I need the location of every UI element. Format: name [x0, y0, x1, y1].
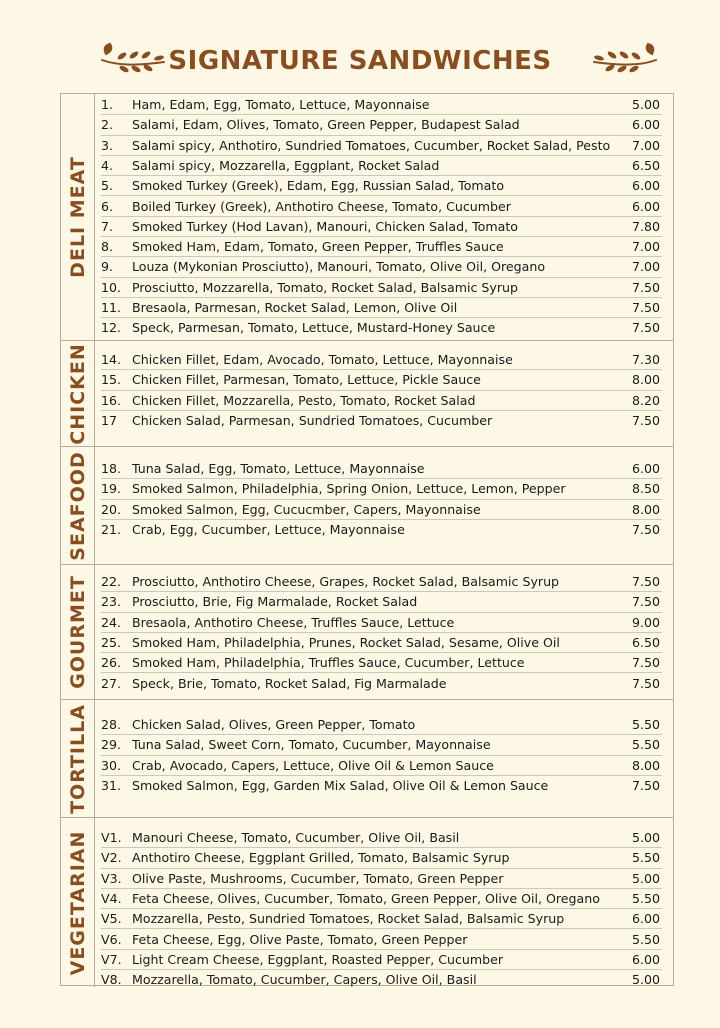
item-description: Mozzarella, Pesto, Sundried Tomatoes, Rocket Salad, Balsamic Syrup [132, 911, 565, 927]
item-price: 6.00 [631, 911, 660, 927]
item-description: Ham, Edam, Egg, Tomato, Lettuce, Mayonnaise [132, 97, 430, 112]
item-number: 11. [101, 300, 122, 315]
category-name: CHICKEN [66, 342, 89, 445]
item-price: 7.50 [631, 777, 660, 793]
item-number: V8. [101, 972, 122, 988]
item-price: 8.00 [631, 372, 660, 388]
menu-item [101, 278, 662, 298]
item-price: 8.20 [631, 392, 660, 408]
menu-item [101, 237, 662, 257]
item-number: 7. [101, 218, 114, 234]
item-description: Chicken Fillet, Edam, Avocado, Tomato, Lettuce, Mayonnaise [132, 352, 513, 367]
item-number: 4. [101, 157, 114, 173]
item-number: 22. [101, 574, 122, 589]
item-price: 5.00 [631, 972, 660, 988]
menu-item [101, 735, 662, 755]
category-label [61, 700, 95, 817]
item-description: Olive Paste, Mushrooms, Cucumber, Tomato, Green Pepper [132, 870, 504, 886]
item-price: 6.00 [631, 117, 660, 133]
category-label [61, 565, 95, 699]
menu-item [101, 889, 662, 909]
item-description: Bresaola, Anthotiro Cheese, Truffles Sauce, Lettuce [132, 614, 455, 630]
page-title: SIGNATURE SANDWICHES [168, 46, 552, 76]
item-number: 14. [101, 352, 122, 367]
item-description: Crab, Egg, Cucumber, Lettuce, Mayonnaise [132, 521, 405, 537]
item-price: 5.50 [631, 737, 660, 753]
item-price: 7.80 [631, 218, 660, 234]
category-label [61, 818, 95, 987]
item-price: 5.00 [631, 870, 660, 886]
item-number: V2. [101, 850, 122, 866]
item-description: Speck, Parmesan, Tomato, Lettuce, Mustard-Honey Sauce [132, 320, 496, 336]
item-number: V6. [101, 931, 122, 947]
item-number: 6. [101, 198, 114, 214]
menu-item [101, 350, 662, 370]
item-number: 17 [101, 412, 118, 428]
category-name: GOURMET [66, 575, 89, 689]
header [0, 38, 720, 88]
item-number: V1. [101, 830, 122, 845]
section-deli-meat [61, 94, 673, 340]
item-number: 18. [101, 461, 122, 476]
item-description: Chicken Salad, Parmesan, Sundried Tomatoes, Cucumber [132, 412, 493, 428]
item-description: Salami spicy, Anthotiro, Sundried Tomatoes, Cucumber, Rocket Salad, Pesto [132, 137, 611, 153]
item-description: Smoked Turkey (Greek), Edam, Egg, Russian Salad, Tomato [132, 178, 505, 194]
item-description: Light Cream Cheese, Eggplant, Roasted Pepper, Cucumber [132, 951, 504, 967]
item-price: 7.00 [631, 239, 660, 255]
item-description: Bresaola, Parmesan, Rocket Salad, Lemon, Olive Oil [132, 300, 458, 315]
menu-item [101, 95, 662, 115]
item-number: 10. [101, 279, 122, 295]
section-vegetarian [61, 817, 673, 987]
menu-item [101, 459, 662, 479]
item-description: Tuna Salad, Egg, Tomato, Lettuce, Mayonnaise [132, 461, 425, 476]
item-price: 7.00 [631, 259, 660, 275]
menu-item [101, 715, 662, 735]
item-description: Boiled Turkey (Greek), Anthotiro Cheese, Tomato, Cucumber [132, 198, 511, 214]
menu-item [101, 909, 662, 929]
item-price: 6.50 [631, 634, 660, 650]
item-number: 28. [101, 717, 122, 732]
item-number: 9. [101, 259, 114, 275]
item-price: 5.00 [631, 830, 660, 845]
menu-item [101, 257, 662, 277]
item-price: 7.30 [631, 352, 660, 367]
category-label [61, 94, 95, 340]
item-price: 7.50 [631, 320, 660, 336]
category-name: TORTILLA [66, 703, 89, 814]
item-price: 7.50 [631, 300, 660, 315]
item-number: 27. [101, 675, 122, 691]
menu-item [101, 674, 662, 694]
item-number: 15. [101, 372, 122, 388]
item-price: 7.50 [631, 521, 660, 537]
item-number: 26. [101, 655, 122, 671]
menu-item [101, 298, 662, 318]
category-label [61, 447, 95, 564]
item-description: Tuna Salad, Sweet Corn, Tomato, Cucumber, Mayonnaise [132, 737, 491, 753]
menu-item [101, 613, 662, 633]
item-description: Smoked Salmon, Philadelphia, Spring Onion, Lettuce, Lemon, Pepper [132, 481, 566, 497]
menu-item [101, 176, 662, 196]
item-price: 7.50 [631, 574, 660, 589]
item-description: Smoked Salmon, Egg, Garden Mix Salad, Olive Oil & Lemon Sauce [132, 777, 549, 793]
item-number: 8. [101, 239, 114, 255]
item-description: Smoked Ham, Edam, Tomato, Green Pepper, Truffles Sauce [132, 239, 504, 255]
menu-item [101, 479, 662, 499]
item-number: 21. [101, 521, 122, 537]
menu-item [101, 592, 662, 612]
menu-table [60, 93, 674, 986]
item-description: Salami, Edam, Olives, Tomato, Green Pepper, Budapest Salad [132, 117, 520, 133]
item-description: Smoked Ham, Philadelphia, Prunes, Rocket Salad, Sesame, Olive Oil [132, 634, 560, 650]
section-chicken [61, 340, 673, 446]
menu-item [101, 930, 662, 950]
menu-item [101, 197, 662, 217]
menu-item [101, 115, 662, 135]
menu-item [101, 828, 662, 848]
menu-item [101, 869, 662, 889]
item-price: 7.50 [631, 594, 660, 610]
item-description: Prosciutto, Brie, Fig Marmalade, Rocket Salad [132, 594, 418, 610]
item-description: Prosciutto, Anthotiro Cheese, Grapes, Rocket Salad, Balsamic Syrup [132, 574, 560, 589]
item-price: 7.50 [631, 412, 660, 428]
menu-item [101, 391, 662, 411]
item-description: Speck, Brie, Tomato, Rocket Salad, Fig Marmalade [132, 675, 447, 691]
section-tortilla [61, 699, 673, 817]
item-number: 24. [101, 614, 122, 630]
menu-item [101, 520, 662, 540]
item-description: Salami spicy, Mozzarella, Eggplant, Rocket Salad [132, 157, 440, 173]
menu-item [101, 653, 662, 673]
item-description: Crab, Avocado, Capers, Lettuce, Olive Oil & Lemon Sauce [132, 757, 494, 773]
menu-item [101, 217, 662, 237]
item-price: 7.50 [631, 675, 660, 691]
item-price: 7.50 [631, 655, 660, 671]
item-price: 5.00 [631, 97, 660, 112]
menu-item [101, 950, 662, 970]
menu-item [101, 970, 662, 990]
item-number: 29. [101, 737, 122, 753]
item-price: 9.00 [631, 614, 660, 630]
item-price: 7.00 [631, 137, 660, 153]
item-description: Anthotiro Cheese, Eggplant Grilled, Tomato, Balsamic Syrup [132, 850, 510, 866]
menu-item [101, 572, 662, 592]
item-number: 19. [101, 481, 122, 497]
item-description: Smoked Turkey (Hod Lavan), Manouri, Chicken Salad, Tomato [132, 218, 518, 234]
item-description: Chicken Fillet, Parmesan, Tomato, Lettuce, Pickle Sauce [132, 372, 481, 388]
item-number: 16. [101, 392, 122, 408]
item-description: Feta Cheese, Egg, Olive Paste, Tomato, Green Pepper [132, 931, 468, 947]
item-price: 5.50 [631, 850, 660, 866]
item-description: Chicken Fillet, Mozzarella, Pesto, Tomato, Rocket Salad [132, 392, 476, 408]
item-price: 8.50 [631, 481, 660, 497]
item-number: 5. [101, 178, 114, 194]
item-description: Louza (Mykonian Prosciutto), Manouri, Tomato, Olive Oil, Oregano [132, 259, 546, 275]
item-description: Feta Cheese, Olives, Cucumber, Tomato, Green Pepper, Olive Oil, Oregano [132, 890, 600, 906]
menu-item [101, 633, 662, 653]
menu-item [101, 756, 662, 776]
category-name: SEAFOOD [66, 450, 89, 561]
item-price: 8.00 [631, 501, 660, 517]
item-number: 2. [101, 117, 114, 133]
menu-item [101, 500, 662, 520]
section-gourmet [61, 564, 673, 699]
menu-item [101, 156, 662, 176]
item-description: Mozzarella, Tomato, Cucumber, Capers, Olive Oil, Basil [132, 972, 477, 988]
item-number: 1. [101, 97, 114, 112]
laurel-right-icon [590, 40, 660, 74]
item-number: 25. [101, 634, 122, 650]
category-name: VEGETARIAN [66, 830, 89, 975]
item-number: V3. [101, 870, 122, 886]
item-number: V4. [101, 890, 122, 906]
item-price: 5.50 [631, 931, 660, 947]
item-number: 31. [101, 777, 122, 793]
item-number: V7. [101, 951, 122, 967]
category-name: DELI MEAT [66, 156, 89, 278]
menu-item [101, 848, 662, 868]
item-price: 6.00 [631, 461, 660, 476]
item-description: Manouri Cheese, Tomato, Cucumber, Olive Oil, Basil [132, 830, 460, 845]
item-number: V5. [101, 911, 122, 927]
category-label [61, 341, 95, 446]
item-price: 5.50 [631, 717, 660, 732]
item-price: 7.50 [631, 279, 660, 295]
item-number: 12. [101, 320, 122, 336]
item-number: 23. [101, 594, 122, 610]
menu-item [101, 318, 662, 338]
menu-item [101, 776, 662, 796]
item-description: Smoked Salmon, Egg, Cucucmber, Capers, Mayonnaise [132, 501, 481, 517]
item-description: Prosciutto, Mozzarella, Tomato, Rocket Salad, Balsamic Syrup [132, 279, 519, 295]
item-number: 30. [101, 757, 122, 773]
item-description: Chicken Salad, Olives, Green Pepper, Tomato [132, 717, 416, 732]
item-price: 6.00 [631, 951, 660, 967]
item-price: 6.00 [631, 198, 660, 214]
item-description: Smoked Ham, Philadelphia, Truffles Sauce, Cucumber, Lettuce [132, 655, 525, 671]
item-price: 8.00 [631, 757, 660, 773]
menu-item [101, 411, 662, 431]
item-price: 6.50 [631, 157, 660, 173]
item-price: 6.00 [631, 178, 660, 194]
menu-item [101, 370, 662, 390]
section-seafood [61, 446, 673, 564]
item-price: 5.50 [631, 890, 660, 906]
item-number: 20. [101, 501, 122, 517]
menu-item [101, 136, 662, 156]
item-number: 3. [101, 137, 114, 153]
